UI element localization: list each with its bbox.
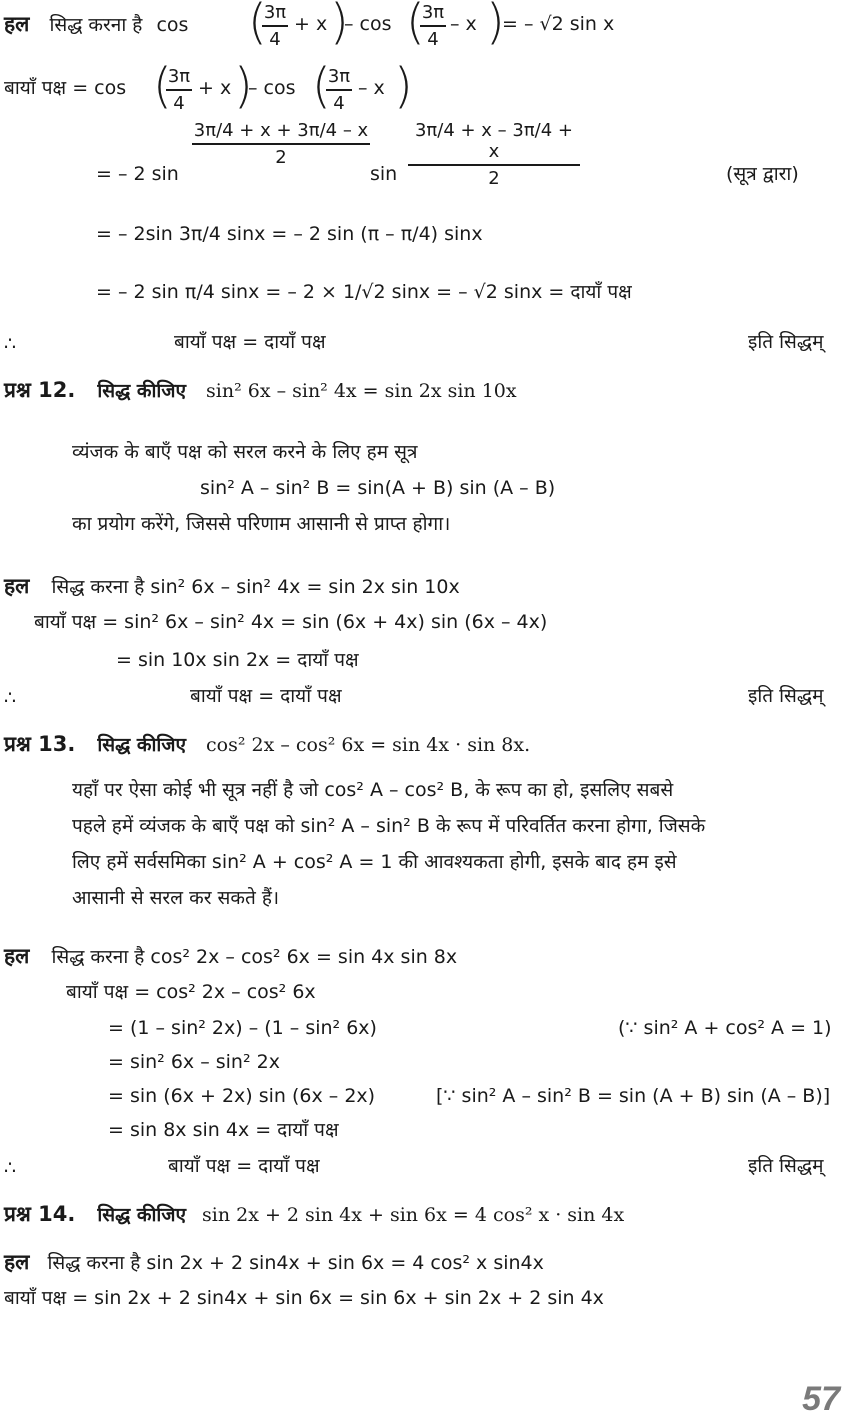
hint-line: का प्रयोग करेंगे, जिससे परिणाम आसानी से प्राप्त होगा।	[72, 513, 451, 535]
sol-label: हल	[4, 1250, 30, 1274]
math-minus-cos: – cos	[248, 77, 296, 99]
identity-note: (∵ sin² A + cos² A = 1)	[618, 1017, 832, 1039]
sol-line: = sin 10x sin 2x = दायाँ पक्ष	[116, 649, 359, 671]
sol-label: हल	[4, 944, 30, 968]
step-line4: = – 2sin 3π/4 sinx = – 2 sin (π – π/4) sinx	[96, 223, 483, 245]
sol-line: बायाँ पक्ष = sin² 6x – sin² 4x = sin (6x + 4x) sin (6x – 4x)	[34, 611, 548, 633]
paren-close: )	[234, 58, 253, 114]
paren-close: )	[486, 0, 505, 50]
sol-line: सिद्ध करना है sin² 6x – sin² 4x = sin 2x sin 10x	[51, 576, 460, 598]
sol-label: हल	[4, 574, 30, 598]
hint-formula: sin² A – sin² B = sin(A + B) sin (A – B)	[200, 477, 556, 499]
paren-open: (	[248, 0, 267, 50]
fraction-3pi-4: 3π 4	[263, 2, 287, 50]
hint-line: व्यंजक के बाएँ पक्ष को सरल करने के लिए हम सूत्र	[72, 441, 418, 463]
formula-note: (सूत्र द्वारा)	[726, 163, 799, 185]
sol-label: हल	[4, 12, 30, 36]
step-2sin: = – 2 sin	[96, 163, 179, 185]
therefore-symbol: ∴	[4, 1157, 17, 1179]
question-prove: सिद्ध कीजिए	[97, 1204, 186, 1226]
sol-line: = (1 – sin² 2x) – (1 – sin² 6x)	[108, 1017, 377, 1039]
sol-line: बायाँ पक्ष = cos² 2x – cos² 6x	[66, 981, 316, 1003]
sol-intro: सिद्ध करना है	[49, 14, 143, 36]
identity-note: [∵ sin² A – sin² B = sin (A + B) sin (A – B)]	[436, 1085, 831, 1107]
paren-close: )	[330, 0, 349, 50]
therefore-symbol: ∴	[4, 333, 17, 355]
math-plus-x: + x	[294, 13, 328, 35]
conclusion: बायाँ पक्ष = दायाँ पक्ष	[174, 331, 326, 353]
sol-line: = sin (6x + 2x) sin (6x – 2x)	[108, 1085, 376, 1107]
conclusion: बायाँ पक्ष = दायाँ पक्ष	[190, 685, 342, 707]
fraction-sum-angle: 3π/4 + x + 3π/4 – x 2	[193, 120, 369, 168]
conclusion: बायाँ पक्ष = दायाँ पक्ष	[168, 1155, 320, 1177]
hint-line: यहाँ पर ऐसा कोई भी सूत्र नहीं है जो cos² A – cos² B, के रूप का हो, इसलिए सबसे	[72, 779, 674, 801]
sol-line: = sin² 6x – sin² 2x	[108, 1051, 280, 1073]
qed: इति सिद्धम्	[748, 685, 824, 707]
qed: इति सिद्धम्	[748, 1155, 824, 1177]
question-statement: sin² 6x – sin² 4x = sin 2x sin 10x	[206, 380, 517, 402]
hint-line: आसानी से सरल कर सकते हैं।	[72, 887, 280, 909]
fraction-3pi-4: 3π 4	[421, 2, 445, 50]
lhs-label: बायाँ पक्ष = cos	[4, 77, 127, 99]
hint-line: लिए हमें सर्वसमिका sin² A + cos² A = 1 की आवश्यकता होगी, इसके बाद हम इसे	[72, 851, 677, 873]
question-prove: सिद्ध कीजिए	[97, 380, 186, 402]
math-plus-x: + x	[198, 77, 232, 99]
sol-line: = sin 8x sin 4x = दायाँ पक्ष	[108, 1119, 339, 1141]
question-label: प्रश्न 13.	[4, 732, 76, 756]
page-number: 57	[802, 1380, 840, 1418]
qed: इति सिद्धम्	[748, 331, 824, 353]
question-statement: sin 2x + 2 sin 4x + sin 6x = 4 cos² x · sin 4x	[202, 1204, 625, 1226]
sol-line: सिद्ध करना है sin 2x + 2 sin4x + sin 6x = 4 cos² x sin4x	[47, 1252, 544, 1274]
math-minus-x: – x	[450, 13, 477, 35]
paren-open: (	[312, 58, 331, 114]
step-line5: = – 2 sin π/4 sinx = – 2 × 1/√2 sinx = – √2 sinx = दायाँ पक्ष	[96, 281, 632, 303]
therefore-symbol: ∴	[4, 687, 17, 709]
question-statement: cos² 2x – cos² 6x = sin 4x · sin 8x.	[206, 734, 531, 756]
sol-line: बायाँ पक्ष = sin 2x + 2 sin4x + sin 6x = sin 6x + sin 2x + 2 sin 4x	[4, 1287, 604, 1309]
paren-close: )	[394, 58, 413, 114]
fraction-3pi-4: 3π 4	[327, 66, 351, 114]
step-sin: sin	[370, 163, 398, 185]
hint-line: पहले हमें व्यंजक के बाएँ पक्ष को sin² A – sin² B के रूप में परिवर्तित करना होगा, जिसके	[72, 815, 706, 837]
question-label: प्रश्न 12.	[4, 378, 76, 402]
paren-open: (	[406, 0, 425, 50]
fraction-diff-angle: 3π/4 + x – 3π/4 + x 2	[408, 120, 580, 189]
fraction-3pi-4: 3π 4	[167, 66, 191, 114]
math-cos: cos	[156, 14, 189, 36]
math-minus-x: – x	[358, 77, 385, 99]
math-rhs: = – √2 sin x	[502, 13, 615, 35]
sol-line: सिद्ध करना है cos² 2x – cos² 6x = sin 4x sin 8x	[51, 946, 458, 968]
math-minus-cos: – cos	[344, 13, 392, 35]
question-prove: सिद्ध कीजिए	[97, 734, 186, 756]
paren-open: (	[153, 58, 172, 114]
question-label: प्रश्न 14.	[4, 1202, 76, 1226]
